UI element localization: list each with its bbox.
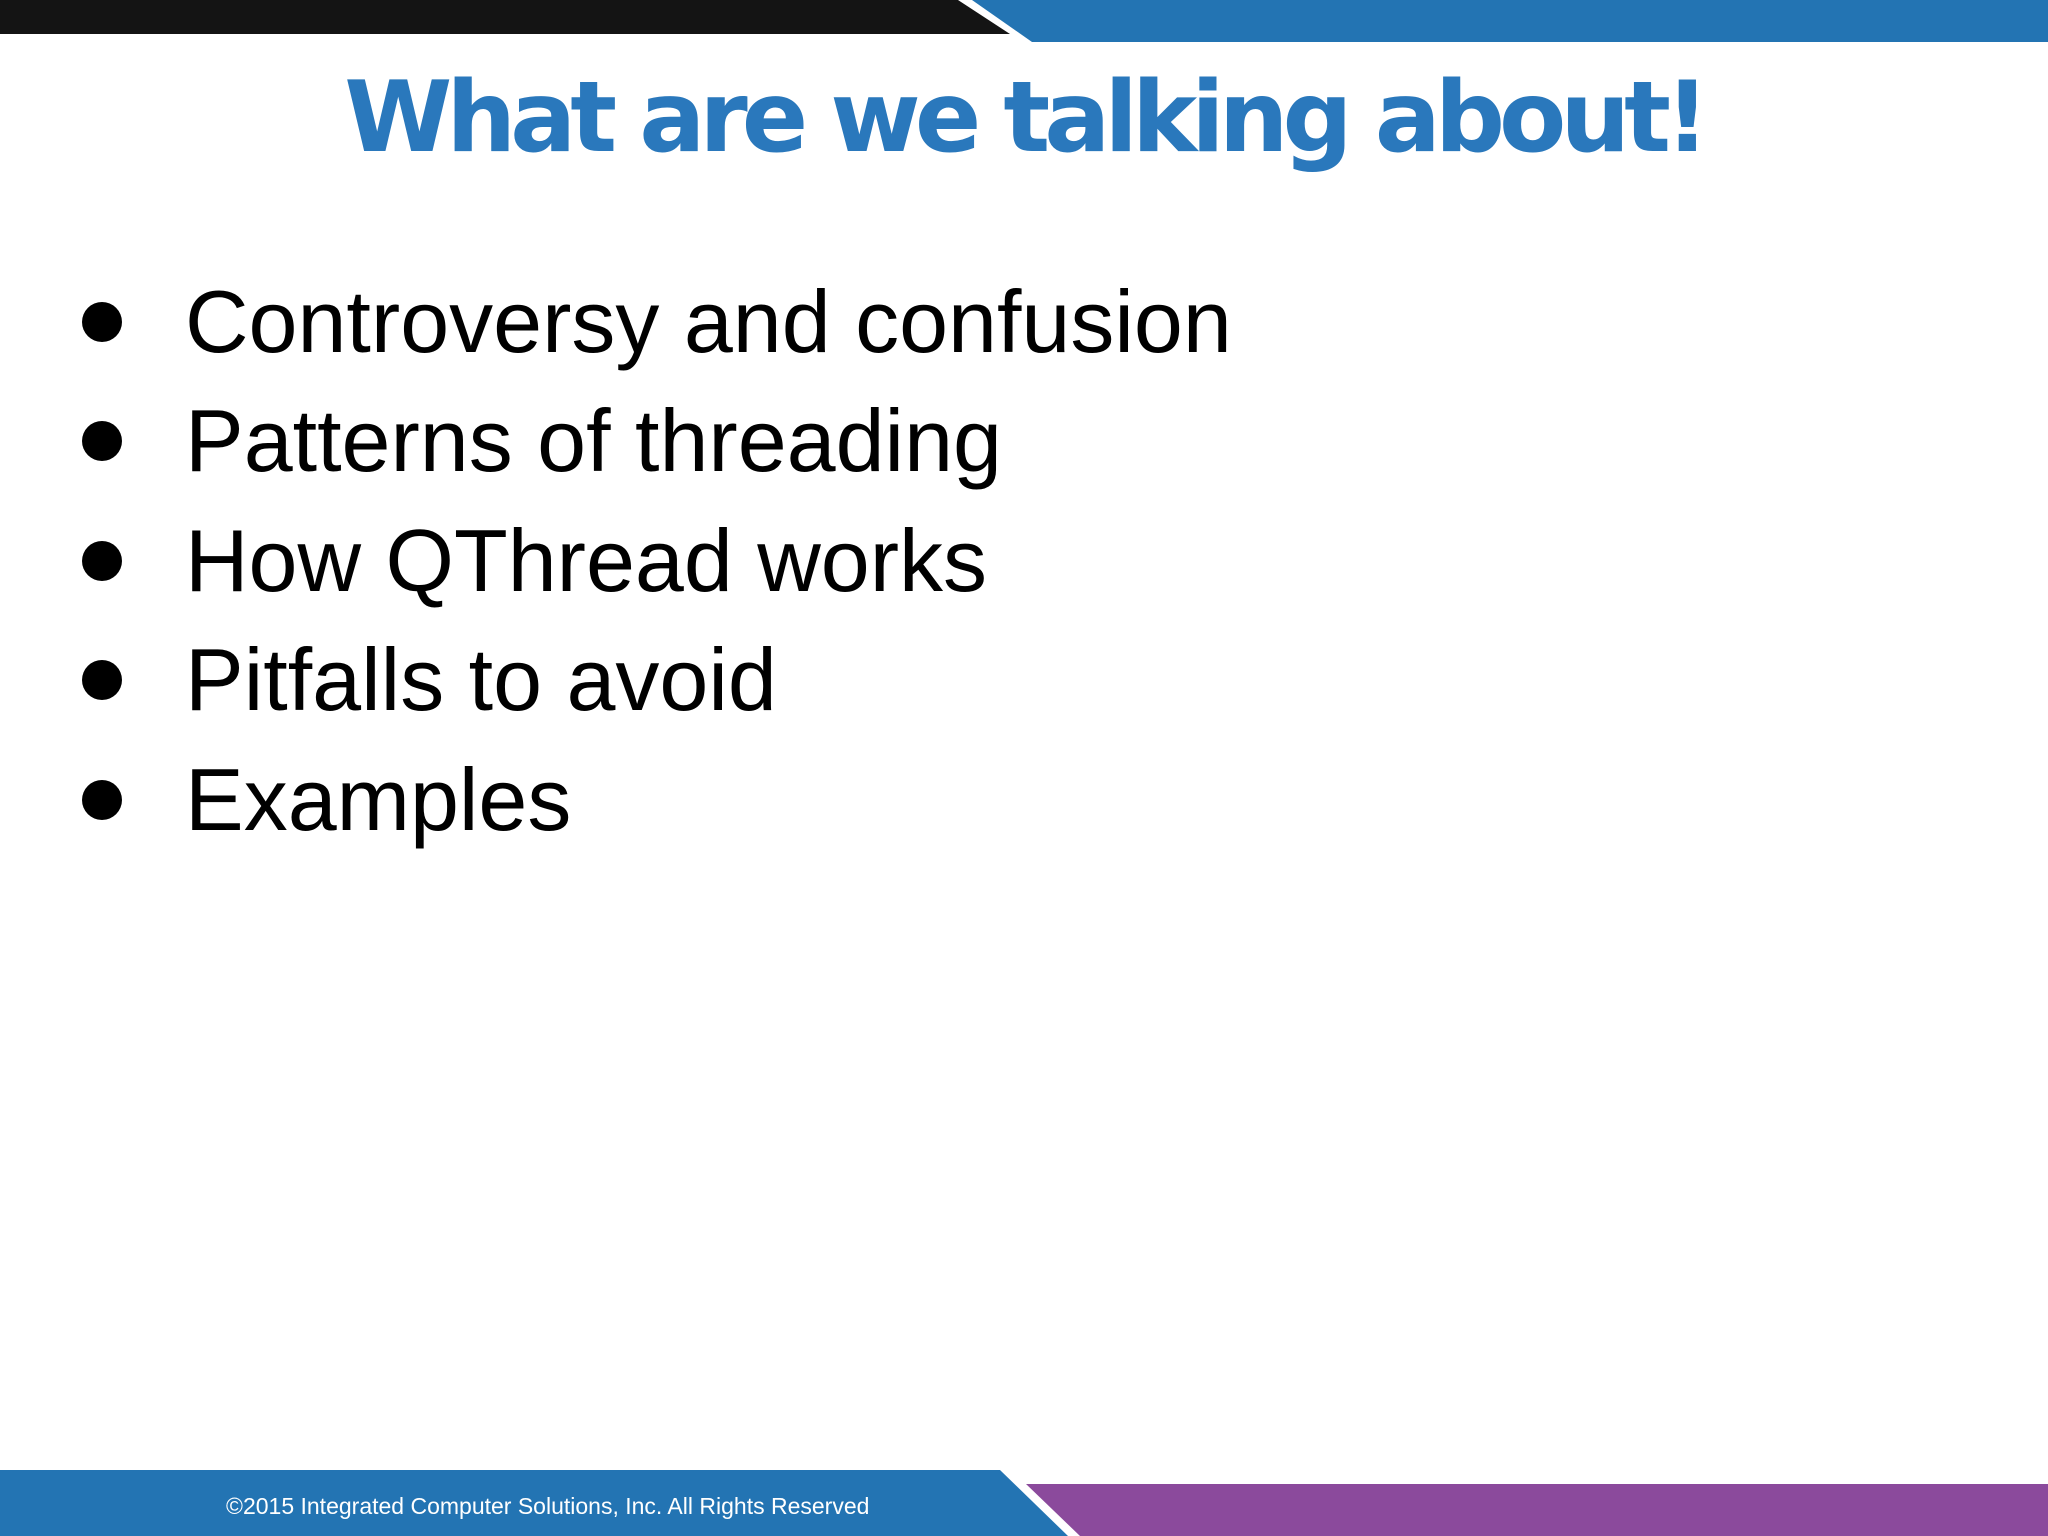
top-decorative-band <box>0 0 2048 42</box>
top-band-blue-segment <box>972 0 2048 42</box>
bullet-dot-icon <box>82 421 122 461</box>
bullet-item <box>82 621 1232 741</box>
bullet-text: Examples <box>185 749 572 849</box>
bullet-text: How QThread works <box>185 510 988 610</box>
bullet-text: Controversy and confusion <box>185 271 1232 371</box>
bullet-item <box>82 501 1232 621</box>
copyright-footer: ©2015 Integrated Computer Solutions, Inc. All Rights Reserved <box>226 1493 870 1519</box>
top-band-dark-segment <box>0 0 1010 34</box>
bullet-dot-icon <box>82 541 122 581</box>
bullet-text: Patterns of threading <box>185 391 1002 491</box>
slide-title: What are we talking about! <box>344 61 1704 175</box>
bullet-dot-icon <box>82 780 122 820</box>
bottom-band-purple-segment <box>1026 1484 2048 1536</box>
bullet-dot-icon <box>82 302 122 342</box>
bullet-item <box>82 740 1232 860</box>
bullet-item <box>82 262 1232 382</box>
bullet-dot-icon <box>82 660 122 700</box>
bullet-item <box>82 382 1232 502</box>
bullet-text: Pitfalls to avoid <box>185 630 777 730</box>
bullet-list <box>82 262 1232 860</box>
